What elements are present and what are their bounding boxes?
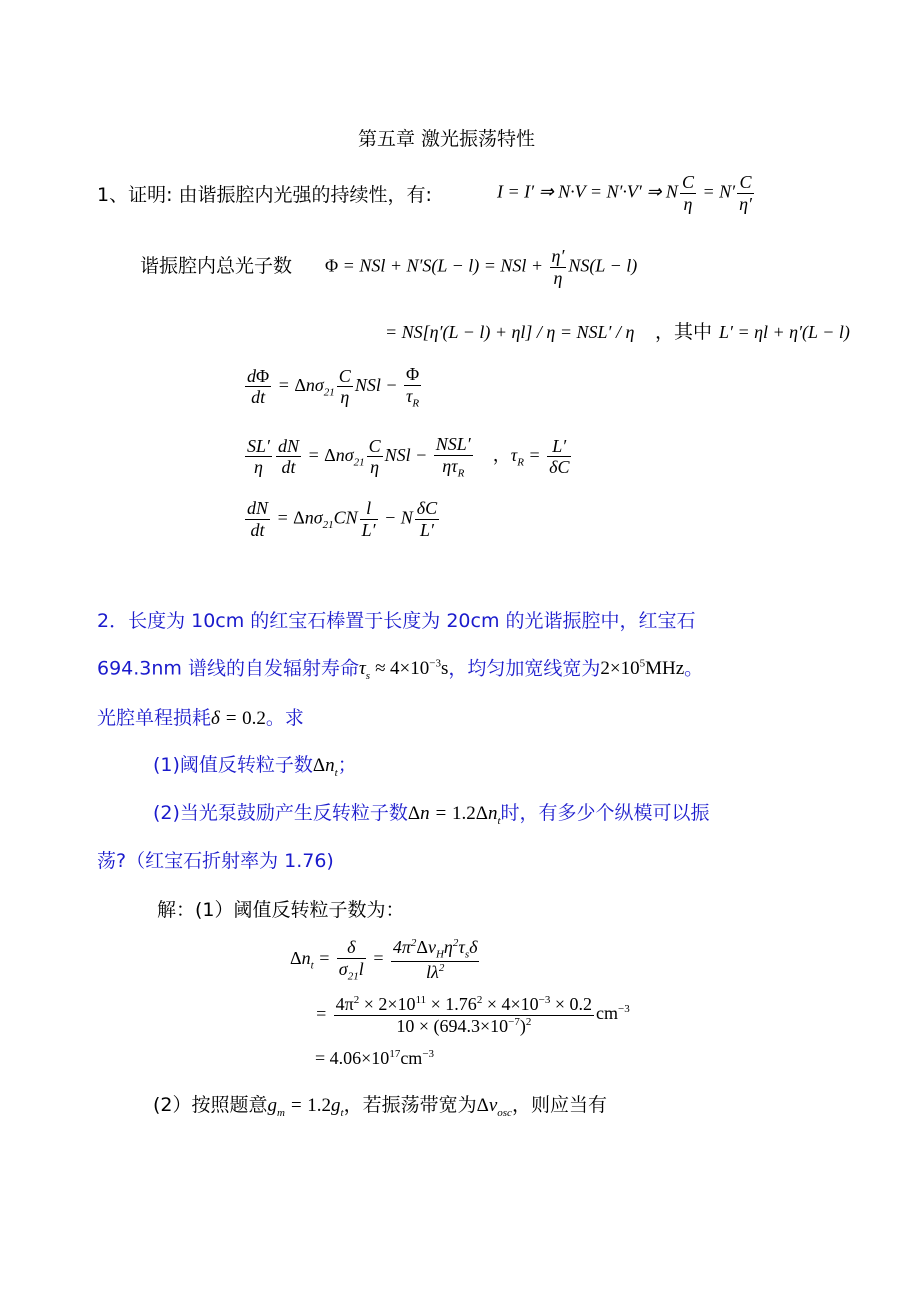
problem2-line1: 2．长度为 10cm 的红宝石棒置于长度为 20cm 的光谐振腔中，红宝石 [97,610,696,632]
problem2-line3 [97,709,304,728]
equation-total-photons-cont: = NS[η′(L − l) + ηl] / η = NSL′ / η [385,322,635,342]
question-2-a: (2)当光泵鼓励产生反转粒子数 [153,802,408,824]
threshold-result: = $4.06\times 10^{17}cm^{-3}$ [315,1048,435,1068]
threshold-substitution: = $\frac{4\pi^2 \times 2\times 10^{11} \times 1.76^2 \times 4\times 10^{-3} \times 0.2}{10 \times (694.3\times 10^{-7})^2}$ $cm^{-3}$ [315,994,630,1036]
lifetime-expr: $\tau_s \approx 4\times 10^{-3}s$ [358,658,449,683]
question-1-a: (1)阈值反转粒子数 [153,754,313,776]
problem1-lead: 1、证明: 由谐振腔内光强的持续性，有: [97,184,432,206]
rate-equation-phi: $\frac{d\Phi}{dt}$ = Δnσ$_{21}$ $\frac{C}{\eta}$ NSl − $\frac{\Phi}{\tau_R}$ [247,364,420,410]
question-2 [153,804,710,827]
question-2-b: 时，有多少个纵模可以振 [500,802,710,824]
solution-part2-c: ，则应当有 [511,1094,607,1116]
question-1-b: ； [337,754,357,776]
solution-part2-b: ，若振荡带宽为 [343,1094,477,1116]
gain-expr: $g_m = 1.2g_t$ [267,1095,344,1119]
solution-part2-a: (2）按照题意 [153,1094,268,1116]
problem2-line2 [97,659,703,682]
problem2-line2-b: ，均匀加宽线宽为 [448,657,601,680]
problem2-line3-b: 。求 [265,707,304,729]
equation-effective-length: L′ = ηl + η′(L − l) [719,322,850,342]
threshold-symbol: $\Delta n_t$ [312,755,338,779]
question-2-cont: 荡?（红宝石折射率为 1.76) [97,850,334,872]
inversion-expr: $\Delta n = 1.2\Delta n_t$ [407,803,501,827]
equation-total-photons: Φ = NSl + N′S(L − l) = NSl + $\frac{\eta'}{\eta}$ NS(L − l) [325,246,638,288]
photon-number-label: 谐振腔内总光子数 [140,255,293,277]
problem2-line2-a: 694.3nm 谱线的自发辐射寿命 [97,657,359,680]
bandwidth-symbol: $\Delta\nu_{osc}$ [476,1095,512,1119]
threshold-equation: $\Delta n_t$ = $\frac{\delta}{\sigma_{21}l}$ = $\frac{4\pi^2\Delta\nu_H\eta^2\tau_s\delta}{l\lambda^2}$ [290,937,478,983]
rate-equation-n: $\frac{SL'}{\eta}$ $\frac{dN}{dt}$ = Δnσ$_{21}$ $\frac{C}{\eta}$ NSl − $\frac{\text{NSL′}}{\eta\tau_R}$ ，$\tau_R$ = $\frac{L'}{\delta C}$ [247,434,570,480]
where-label: ，其中 [655,321,713,343]
problem2-line3-a: 光腔单程损耗 [97,707,212,729]
problem2-line2-c: 。 [684,657,704,680]
linewidth-expr: $2\times 10^5MHz$ [600,658,685,680]
rate-equation-final: $\frac{dN}{dt}$ = Δnσ$_{21}$CN $\frac{l}{L'}$ − N $\frac{\delta C}{L'}$ [247,498,438,540]
solution-part1: 解：(1）阈值反转粒子数为： [157,899,405,921]
question-1 [153,756,357,779]
loss-expr: δ = 0.2 [211,708,266,729]
solution-part2 [153,1096,607,1119]
page-title: 第五章 激光振荡特性 [358,128,536,150]
equation-intensity-continuity: I = I′ ⇒ N·V = N′·V′ ⇒ N $\frac{C}{\eta}$ = N′ $\frac{C}{\eta'}$ [497,172,752,214]
